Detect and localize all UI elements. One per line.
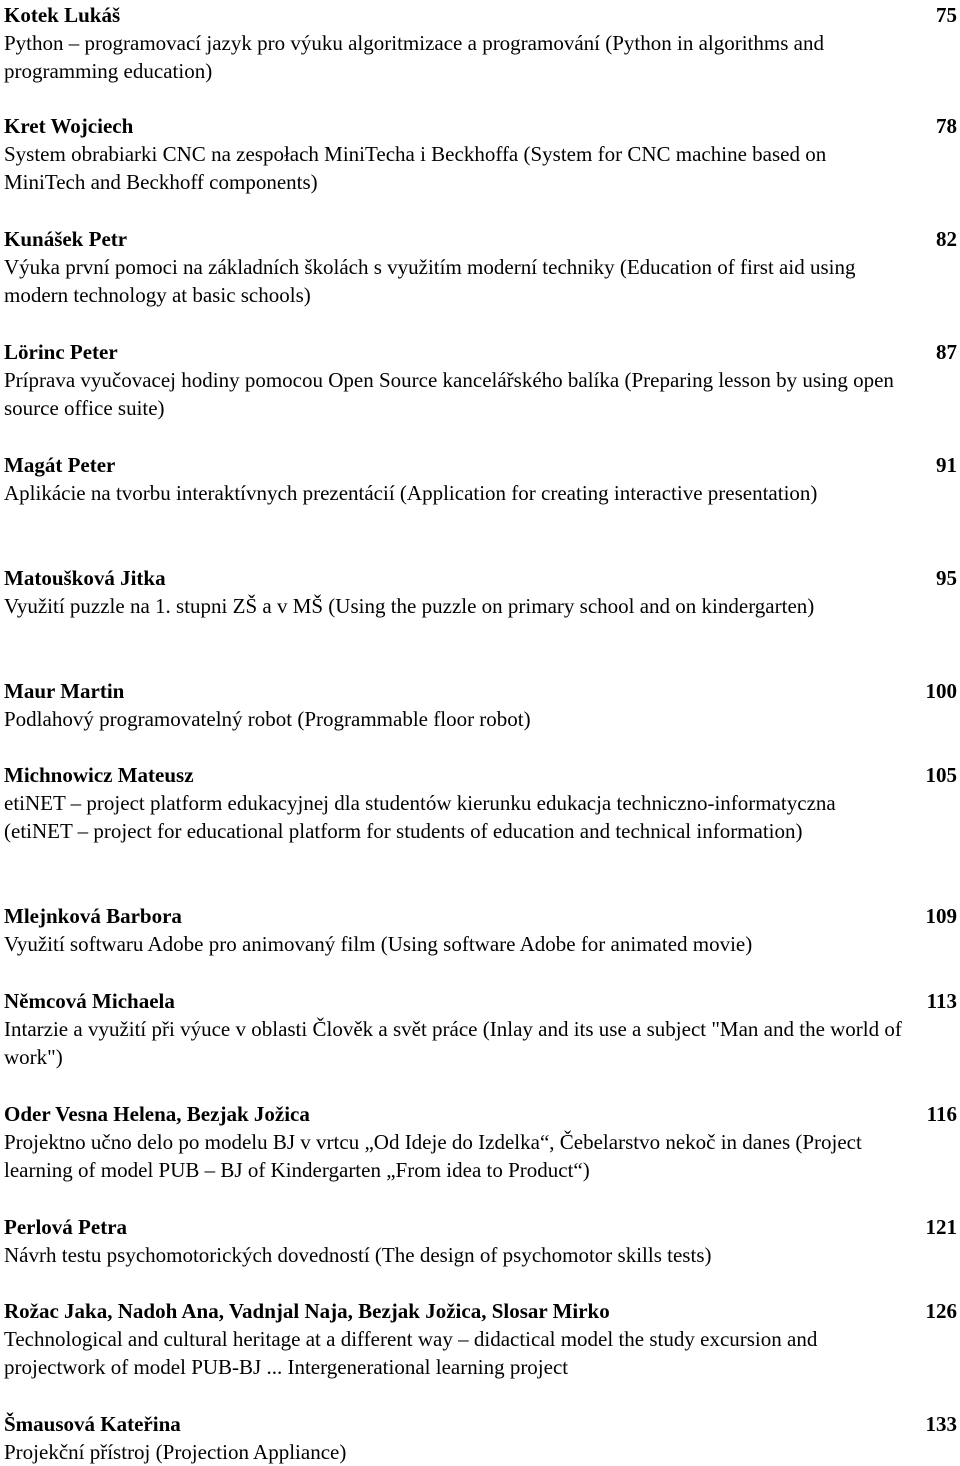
entry-title: etiNET – project platform edukacyjnej dla studentów kierunku edukacja techniczno-informatyczna (etiNET – project for educational platform for students of education and technical information) (4, 791, 836, 844)
entry-title: Návrh testu psychomotorických dovedností (The design of psychomotor skills tests) (4, 1243, 712, 1267)
entry-page-number: 95 (936, 566, 957, 590)
entry-title: Využití softwaru Adobe pro animovaný film (Using software Adobe for animated movie) (4, 932, 753, 956)
entry-title: Projekční přístroj (Projection Appliance) (4, 1440, 347, 1464)
entry-title: System obrabiarki CNC na zespołach MiniTecha i Beckhoffa (System for CNC machine based on MiniTech and Beckhoff components) (4, 142, 827, 195)
entry-author: Oder Vesna Helena, Bezjak Jožica (4, 1102, 310, 1126)
entry-author: Rožac Jaka, Nadoh Ana, Vadnjal Naja, Bezjak Jožica, Slosar Mirko (4, 1299, 610, 1323)
toc-entry (4, 901, 957, 958)
entry-title: Projektno učno delo po modelu BJ v vrtcu „Od Ideje do Izdelka“, Čebelarstvo nekoč in danes (Project learning of model PUB – BJ of Kindergarten „From idea to Product“) (4, 1130, 862, 1183)
entry-author: Michnowicz Mateusz (4, 763, 194, 787)
entry-page-number: 105 (925, 763, 957, 787)
entry-title: Intarzie a využití při výuce v oblasti Člověk a svět práce (Inlay and its use a subject "Man and the world of work") (4, 1017, 902, 1070)
entry-author: Lörinc Peter (4, 340, 118, 364)
entry-page-number: 126 (925, 1299, 957, 1323)
entry-author: Matoušková Jitka (4, 566, 166, 590)
entry-page-number: 82 (936, 227, 957, 251)
entry-page-number: 116 (926, 1102, 957, 1126)
entry-page-number: 75 (936, 3, 957, 27)
entry-page-number: 87 (936, 340, 957, 364)
toc-entry (4, 0, 957, 86)
entry-title: Využití puzzle na 1. stupni ZŠ a v MŠ (Using the puzzle on primary school and on kindergarten) (4, 594, 815, 618)
toc-entry (4, 1099, 957, 1185)
entry-title: Podlahový programovatelný robot (Programmable floor robot) (4, 707, 531, 731)
toc-entry (4, 1409, 957, 1466)
entry-author: Kotek Lukáš (4, 3, 121, 27)
entry-author: Magát Peter (4, 453, 116, 477)
entry-title: Výuka první pomoci na základních školách s využitím moderní techniky (Education of first aid using modern technology at basic schools) (4, 255, 856, 308)
entry-author: Němcová Michaela (4, 989, 175, 1013)
entry-author: Maur Martin (4, 679, 125, 703)
entry-author: Kret Wojciech (4, 114, 134, 138)
toc-entry (4, 450, 957, 507)
entry-page-number: 91 (936, 453, 957, 477)
toc-entry (4, 1212, 957, 1269)
toc-entry (4, 224, 957, 310)
entry-author: Šmausová Kateřina (4, 1412, 181, 1436)
entry-author: Kunášek Petr (4, 227, 128, 251)
entry-title: Aplikácie na tvorbu interaktívnych prezentácií (Application for creating interactive presentation) (4, 481, 818, 505)
toc-entry (4, 111, 957, 197)
entry-page-number: 109 (925, 904, 957, 928)
entry-page-number: 121 (925, 1215, 957, 1239)
toc-entry (4, 563, 957, 620)
entry-title: Príprava vyučovacej hodiny pomocou Open Source kancelářského balíka (Preparing lesson by using open source office suite) (4, 368, 894, 421)
entry-page-number: 133 (925, 1412, 957, 1436)
toc-entry (4, 760, 957, 846)
entry-author: Mlejnková Barbora (4, 904, 182, 928)
entry-page-number: 113 (926, 989, 957, 1013)
entry-title: Technological and cultural heritage at a different way – didactical model the study excursion and projectwork of model PUB-BJ ... Intergenerational learning project (4, 1327, 818, 1380)
toc-entry (4, 337, 957, 423)
toc-entry (4, 986, 957, 1072)
toc-entry (4, 676, 957, 733)
entry-page-number: 100 (925, 679, 957, 703)
toc-entry (4, 1296, 957, 1382)
entry-author: Perlová Petra (4, 1215, 128, 1239)
entry-page-number: 78 (936, 114, 957, 138)
entry-title: Python – programovací jazyk pro výuku algoritmizace a programování (Python in algorithms and programming education) (4, 31, 824, 84)
